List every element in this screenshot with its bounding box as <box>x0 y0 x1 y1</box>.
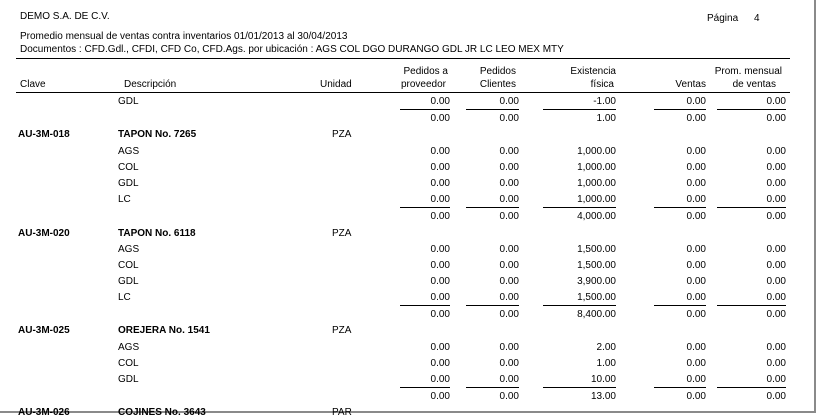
cell-pedidos-clientes: 0.00 <box>499 178 519 189</box>
cell-pedidos-clientes: 0.00 <box>499 146 519 157</box>
header-bottom-rule <box>16 92 790 93</box>
col-prom-1: Prom. mensual <box>714 66 782 77</box>
cell-pedidos-clientes: 0.00 <box>499 260 519 271</box>
total-existencia-fisica: 8,400.00 <box>577 309 616 320</box>
cell-ventas: 0.00 <box>686 374 706 385</box>
subtotal-rule <box>466 387 519 388</box>
cell-prom-mensual: 0.00 <box>766 194 786 205</box>
report-documents: Documentos : CFD.Gdl., CFDI, CFD Co, CFD.Ags. por ubicación : AGS COL DGO DURANGO GDL JR LC LEO MEX MTY <box>20 44 564 55</box>
subtotal-rule <box>466 207 519 208</box>
total-existencia-fisica: 4,000.00 <box>577 211 616 222</box>
cell-ventas: 0.00 <box>686 146 706 157</box>
cell-existencia-fisica: 1,000.00 <box>577 162 616 173</box>
total-ventas: 0.00 <box>686 211 706 222</box>
total-pedidos-clientes: 0.00 <box>499 211 519 222</box>
location-code: AGS <box>118 244 140 255</box>
location-code: GDL <box>118 374 139 385</box>
location-code: AGS <box>118 342 140 353</box>
col-pedidos-prov-2: proveedor <box>400 79 446 90</box>
total-prom-mensual: 0.00 <box>766 113 786 124</box>
cell-existencia-fisica: -1.00 <box>593 96 616 107</box>
item-code: AU-3M-025 <box>18 325 70 336</box>
item-description: TAPON No. 6118 <box>118 228 196 239</box>
item-unit: PZA <box>332 129 352 140</box>
total-pedidos-proveedor: 0.00 <box>430 391 450 402</box>
location-code: AGS <box>118 146 140 157</box>
total-pedidos-proveedor: 0.00 <box>430 211 450 222</box>
cell-ventas: 0.00 <box>686 342 706 353</box>
cell-pedidos-clientes: 0.00 <box>499 342 519 353</box>
subtotal-rule <box>400 387 450 388</box>
cell-prom-mensual: 0.00 <box>766 342 786 353</box>
cell-pedidos-proveedor: 0.00 <box>430 276 450 287</box>
cell-pedidos-clientes: 0.00 <box>499 244 519 255</box>
location-code: LC <box>118 194 131 205</box>
col-existencia-2: física <box>590 79 614 90</box>
col-descripcion: Descripción <box>124 79 177 90</box>
cell-prom-mensual: 0.00 <box>766 374 786 385</box>
total-pedidos-clientes: 0.00 <box>499 391 519 402</box>
total-pedidos-clientes: 0.00 <box>499 309 519 320</box>
cell-existencia-fisica: 1,000.00 <box>577 194 616 205</box>
total-existencia-fisica: 13.00 <box>590 391 616 402</box>
cell-prom-mensual: 0.00 <box>766 178 786 189</box>
cell-pedidos-clientes: 0.00 <box>499 358 519 369</box>
cell-prom-mensual: 0.00 <box>766 276 786 287</box>
subtotal-rule <box>466 305 519 306</box>
cell-ventas: 0.00 <box>686 260 706 271</box>
cell-pedidos-proveedor: 0.00 <box>430 358 450 369</box>
cell-prom-mensual: 0.00 <box>766 292 786 303</box>
item-code: AU-3M-020 <box>18 228 70 239</box>
col-ventas: Ventas <box>675 79 706 90</box>
location-code: COL <box>118 162 139 173</box>
cell-pedidos-proveedor: 0.00 <box>430 194 450 205</box>
item-description: COJINES No. 3643 <box>118 407 206 418</box>
subtotal-rule <box>654 387 706 388</box>
subtotal-rule <box>543 387 616 388</box>
cell-pedidos-proveedor: 0.00 <box>430 146 450 157</box>
page-label: Página <box>707 13 739 24</box>
cell-existencia-fisica: 3,900.00 <box>577 276 616 287</box>
total-ventas: 0.00 <box>686 309 706 320</box>
cell-pedidos-proveedor: 0.00 <box>430 342 450 353</box>
cell-prom-mensual: 0.00 <box>766 96 786 107</box>
col-pedidos-prov-1: Pedidos a <box>403 66 448 77</box>
item-code: AU-3M-026 <box>18 407 70 418</box>
cell-prom-mensual: 0.00 <box>766 358 786 369</box>
total-ventas: 0.00 <box>686 113 706 124</box>
total-pedidos-clientes: 0.00 <box>499 113 519 124</box>
total-prom-mensual: 0.00 <box>766 309 786 320</box>
total-prom-mensual: 0.00 <box>766 391 786 402</box>
report-title: Promedio mensual de ventas contra inventarios 01/01/2013 al 30/04/2013 <box>20 31 348 42</box>
cell-ventas: 0.00 <box>686 276 706 287</box>
cell-pedidos-proveedor: 0.00 <box>430 244 450 255</box>
cell-ventas: 0.00 <box>686 178 706 189</box>
cell-ventas: 0.00 <box>686 194 706 205</box>
col-pedidos-cli-2: Clientes <box>479 79 516 90</box>
cell-existencia-fisica: 1.00 <box>596 358 616 369</box>
item-unit: PAR <box>332 407 352 418</box>
total-pedidos-proveedor: 0.00 <box>430 309 450 320</box>
cell-pedidos-proveedor: 0.00 <box>430 96 450 107</box>
subtotal-rule <box>400 109 450 110</box>
subtotal-rule <box>543 109 616 110</box>
item-unit: PZA <box>332 325 352 336</box>
subtotal-rule <box>717 387 786 388</box>
total-ventas: 0.00 <box>686 391 706 402</box>
location-code: COL <box>118 260 139 271</box>
col-existencia-1: Existencia <box>570 66 616 77</box>
cell-existencia-fisica: 10.00 <box>590 374 616 385</box>
cell-existencia-fisica: 1,000.00 <box>577 146 616 157</box>
location-code: GDL <box>118 178 139 189</box>
header-top-rule <box>16 58 790 59</box>
cell-pedidos-clientes: 0.00 <box>499 96 519 107</box>
location-code: GDL <box>118 96 139 107</box>
cell-pedidos-proveedor: 0.00 <box>430 178 450 189</box>
cell-existencia-fisica: 1,500.00 <box>577 292 616 303</box>
subtotal-rule <box>717 305 786 306</box>
total-pedidos-proveedor: 0.00 <box>430 113 450 124</box>
subtotal-rule <box>400 305 450 306</box>
cell-ventas: 0.00 <box>686 358 706 369</box>
cell-ventas: 0.00 <box>686 96 706 107</box>
cell-prom-mensual: 0.00 <box>766 260 786 271</box>
item-description: OREJERA No. 1541 <box>118 325 210 336</box>
cell-pedidos-clientes: 0.00 <box>499 292 519 303</box>
subtotal-rule <box>654 207 706 208</box>
subtotal-rule <box>466 109 519 110</box>
cell-ventas: 0.00 <box>686 162 706 173</box>
subtotal-rule <box>543 305 616 306</box>
cell-existencia-fisica: 1,500.00 <box>577 260 616 271</box>
cell-pedidos-proveedor: 0.00 <box>430 292 450 303</box>
item-unit: PZA <box>332 228 352 239</box>
subtotal-rule <box>717 207 786 208</box>
cell-pedidos-clientes: 0.00 <box>499 276 519 287</box>
col-pedidos-cli-1: Pedidos <box>479 66 516 77</box>
cell-pedidos-clientes: 0.00 <box>499 194 519 205</box>
location-code: LC <box>118 292 131 303</box>
location-code: GDL <box>118 276 139 287</box>
cell-pedidos-clientes: 0.00 <box>499 162 519 173</box>
col-prom-2: de ventas <box>732 79 776 90</box>
subtotal-rule <box>654 109 706 110</box>
cell-ventas: 0.00 <box>686 292 706 303</box>
col-unidad: Unidad <box>320 79 352 90</box>
cell-pedidos-proveedor: 0.00 <box>430 260 450 271</box>
item-description: TAPON No. 7265 <box>118 129 197 140</box>
page-number: 4 <box>754 13 760 24</box>
total-prom-mensual: 0.00 <box>766 211 786 222</box>
location-code: COL <box>118 358 139 369</box>
cell-ventas: 0.00 <box>686 244 706 255</box>
subtotal-rule <box>400 207 450 208</box>
item-code: AU-3M-018 <box>18 129 70 140</box>
cell-pedidos-proveedor: 0.00 <box>430 162 450 173</box>
cell-existencia-fisica: 1,000.00 <box>577 178 616 189</box>
col-clave: Clave <box>20 79 46 90</box>
subtotal-rule <box>654 305 706 306</box>
cell-pedidos-clientes: 0.00 <box>499 374 519 385</box>
cell-pedidos-proveedor: 0.00 <box>430 374 450 385</box>
company-name: DEMO S.A. DE C.V. <box>20 11 110 22</box>
cell-prom-mensual: 0.00 <box>766 146 786 157</box>
cell-prom-mensual: 0.00 <box>766 162 786 173</box>
subtotal-rule <box>543 207 616 208</box>
cell-existencia-fisica: 2.00 <box>596 342 616 353</box>
total-existencia-fisica: 1.00 <box>596 113 616 124</box>
cell-prom-mensual: 0.00 <box>766 244 786 255</box>
cell-existencia-fisica: 1,500.00 <box>577 244 616 255</box>
subtotal-rule <box>717 109 786 110</box>
